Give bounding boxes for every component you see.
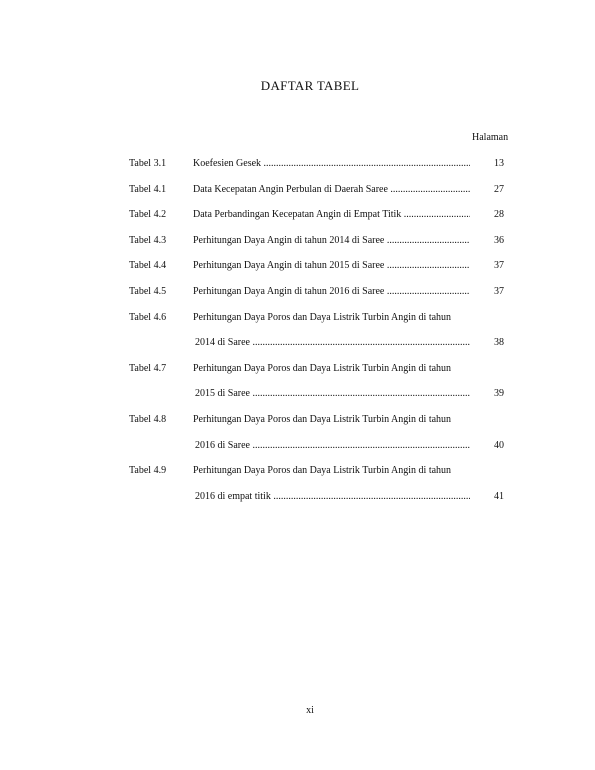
table-title: Perhitungan Daya Poros dan Daya Listrik Turbin Angin di tahun [193, 311, 452, 323]
table-title: 2016 di empat titik ..... [195, 490, 470, 504]
toc-entry-line [0, 157, 595, 171]
table-title: Koefesien Gesek ..... [193, 157, 470, 171]
toc-entry-line [0, 234, 595, 248]
table-title: Data Perbandingan Kecepatan Angin di Empat Titik ..... [193, 208, 470, 222]
table-title: Perhitungan Daya Angin di tahun 2014 di Saree ..... [193, 234, 470, 248]
toc-entry-line [0, 183, 595, 197]
toc-entry-line [0, 336, 595, 350]
toc-entry-line [0, 208, 595, 222]
table-number: Tabel 4.2 [129, 209, 167, 221]
page-column-label: Halaman [472, 132, 509, 143]
table-page-number: 36 [494, 234, 504, 246]
table-page-number: 37 [494, 286, 504, 297]
table-page-number: 27 [494, 183, 504, 195]
table-title: Perhitungan Daya Angin di tahun 2015 di Saree ..... [193, 259, 470, 273]
table-title: Data Kecepatan Angin Perbulan di Daerah Saree ..... [193, 183, 470, 197]
footer-page-number: xi [306, 705, 314, 716]
table-number: Tabel 4.3 [129, 234, 167, 246]
table-page-number: 41 [494, 490, 504, 502]
table-page-number: 37 [494, 260, 504, 272]
table-page-number: 39 [494, 388, 504, 400]
table-page-number: 38 [494, 337, 504, 349]
toc-entry-line [0, 311, 595, 325]
toc-entry-line [0, 387, 595, 401]
table-page-number: 40 [494, 439, 504, 451]
table-number: Tabel 4.5 [129, 286, 167, 297]
table-number: Tabel 4.4 [129, 260, 167, 272]
toc-entry-line [0, 464, 595, 478]
table-title: Perhitungan Daya Poros dan Daya Listrik Turbin Angin di tahun [193, 414, 452, 425]
table-title: 2015 di Saree ..... [195, 387, 470, 401]
table-number: Tabel 4.1 [129, 183, 167, 195]
page-title: DAFTAR TABEL [260, 78, 360, 93]
table-number: Tabel 4.7 [129, 362, 167, 374]
table-title: 2016 di Saree ..... [195, 439, 470, 453]
table-title: Perhitungan Daya Poros dan Daya Listrik Turbin Angin di tahun [193, 362, 452, 374]
toc-entry-line [0, 362, 595, 376]
toc-entry-line [0, 413, 595, 427]
table-page-number: 13 [494, 158, 504, 169]
toc-entry-line [0, 490, 595, 504]
toc-entry-line [0, 259, 595, 273]
table-title: Perhitungan Daya Angin di tahun 2016 di Saree ..... [193, 285, 470, 299]
table-number: Tabel 4.8 [129, 414, 167, 425]
toc-entry-line [0, 285, 595, 299]
table-number: Tabel 3.1 [129, 158, 167, 169]
toc-entry-line [0, 439, 595, 453]
table-title: Perhitungan Daya Poros dan Daya Listrik Turbin Angin di tahun [193, 465, 452, 477]
table-number: Tabel 4.9 [129, 465, 167, 477]
table-page-number: 28 [494, 209, 504, 221]
table-title: 2014 di Saree ..... [195, 336, 470, 350]
table-number: Tabel 4.6 [129, 311, 167, 323]
